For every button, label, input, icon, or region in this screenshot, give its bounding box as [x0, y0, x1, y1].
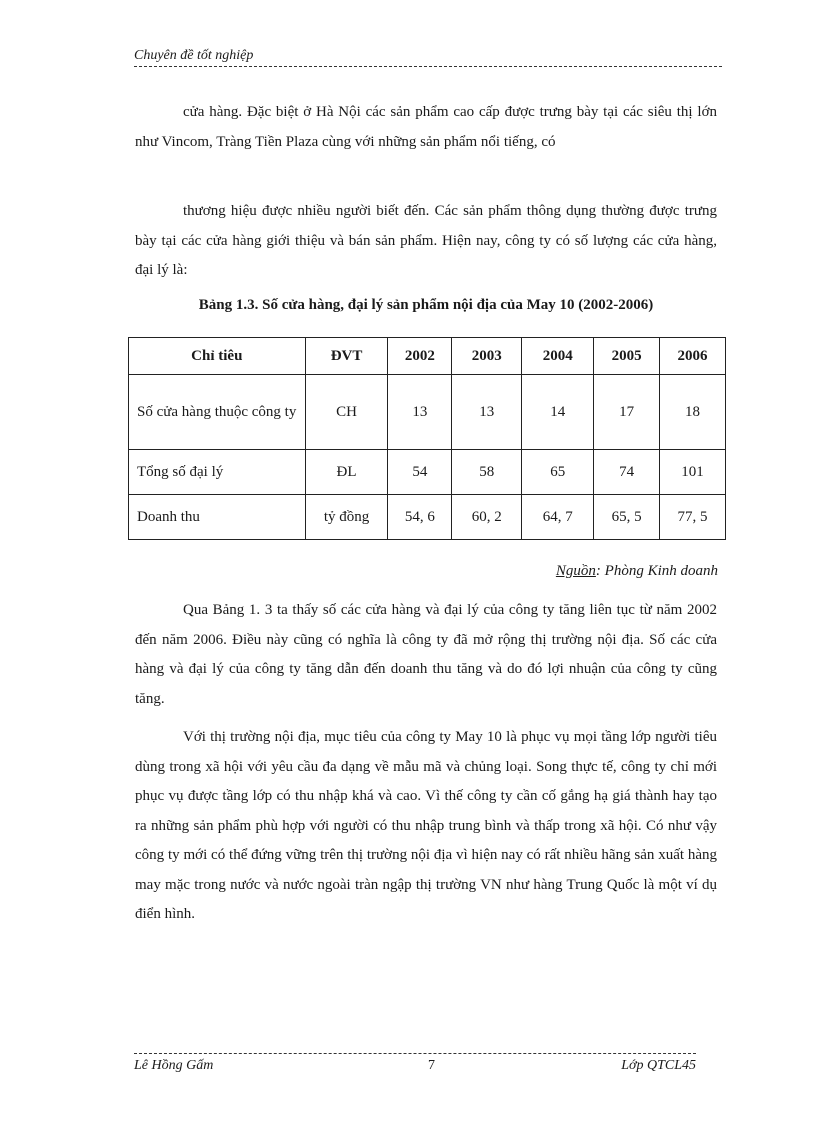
header-cell: 2005 [594, 338, 660, 375]
table-cell: tỷ đồng [305, 495, 388, 540]
header-cell: 2002 [388, 338, 452, 375]
table-cell: 64, 7 [522, 495, 594, 540]
paragraph-4: Với thị trường nội địa, mục tiêu của công ty May 10 là phục vụ mọi tầng lớp người tiêu dùng trong xã hội với yêu cầu đa dạng về mẫu mã và chủng loại. Song thực tế, công ty chỉ mới phục vụ được tầng lớp có thu nhập khá và cao. Vì thế công ty cần cố gắng hạ giá thành hay tạo ra những sản phẩm phù hợp với người có thu nhập trung bình và thấp trong xã hội. Có như vậy công ty mới có thể đứng vững trên thị trường nội địa vì hiện nay có rất nhiều hãng sản xuất hàng may mặc trong nước và nước ngoài tràn ngập thị trường VN như hàng Trung Quốc là một ví dụ điển hình. [135, 729, 717, 922]
footer-author: Lê Hồng Gấm [134, 1058, 214, 1073]
table-header-row [129, 338, 726, 375]
header-cell: 2004 [522, 338, 594, 375]
source-value: : Phòng Kinh doanh [595, 563, 718, 579]
table-cell: CH [305, 375, 388, 450]
paragraph-3: Qua Bảng 1. 3 ta thấy số các cửa hàng và đại lý của công ty tăng liên tục từ năm 2002 đến năm 2006. Điều này cũng có nghĩa là công ty đã mở rộng thị trường nội địa. Số các cửa hàng và đại lý của công ty tăng dẫn đến doanh thu tăng và do đó lợi nhuận của công ty cũng tăng. [135, 602, 717, 707]
table-cell: 54 [388, 450, 452, 495]
table-cell: 17 [594, 375, 660, 450]
header-cell: Chỉ tiêu [129, 338, 306, 375]
table-cell: 13 [388, 375, 452, 450]
table-caption: Bảng 1.3. Số cửa hàng, đại lý sản phẩm nội địa của May 10 (2002-2006) [198, 297, 654, 313]
table-cell: 18 [660, 375, 726, 450]
table-cell: Số cửa hàng thuộc công ty [129, 375, 306, 450]
header-divider [134, 66, 722, 67]
paragraph-2: thương hiệu được nhiều người biết đến. Các sản phẩm thông dụng thường được trưng bày tại các cửa hàng giới thiệu và bán sản phẩm. Hiện nay, công ty có số lượng các cửa hàng, đại lý là: [135, 203, 717, 278]
table-cell: 14 [522, 375, 594, 450]
table-cell: ĐL [305, 450, 388, 495]
page-number: 7 [428, 1058, 435, 1073]
table-source [556, 563, 718, 580]
table-cell: 13 [452, 375, 522, 450]
table-cell: 60, 2 [452, 495, 522, 540]
header-cell: ĐVT [305, 338, 388, 375]
table-row [129, 375, 726, 450]
table-cell: Tổng số đại lý [129, 450, 306, 495]
table-cell: 65, 5 [594, 495, 660, 540]
table-cell: 101 [660, 450, 726, 495]
page-header-title: Chuyên đề tốt nghiệp [134, 48, 254, 63]
header-cell: 2006 [660, 338, 726, 375]
table-cell: 65 [522, 450, 594, 495]
footer-divider [134, 1053, 696, 1054]
table-cell: 54, 6 [388, 495, 452, 540]
header-cell: 2003 [452, 338, 522, 375]
table-cell: Doanh thu [129, 495, 306, 540]
table-row [129, 450, 726, 495]
table-cell: 77, 5 [660, 495, 726, 540]
stores-table [128, 337, 726, 540]
paragraph-1: cửa hàng. Đặc biệt ở Hà Nội các sản phẩm cao cấp được trưng bày tại các siêu thị lớn như Vincom, Tràng Tiền Plaza cùng với những sản phẩm nổi tiếng, có [135, 104, 717, 150]
table-row [129, 495, 726, 540]
source-label: Nguồn [555, 563, 596, 579]
table-cell: 58 [452, 450, 522, 495]
footer-class: Lớp QTCL45 [621, 1058, 696, 1073]
table-cell: 74 [594, 450, 660, 495]
